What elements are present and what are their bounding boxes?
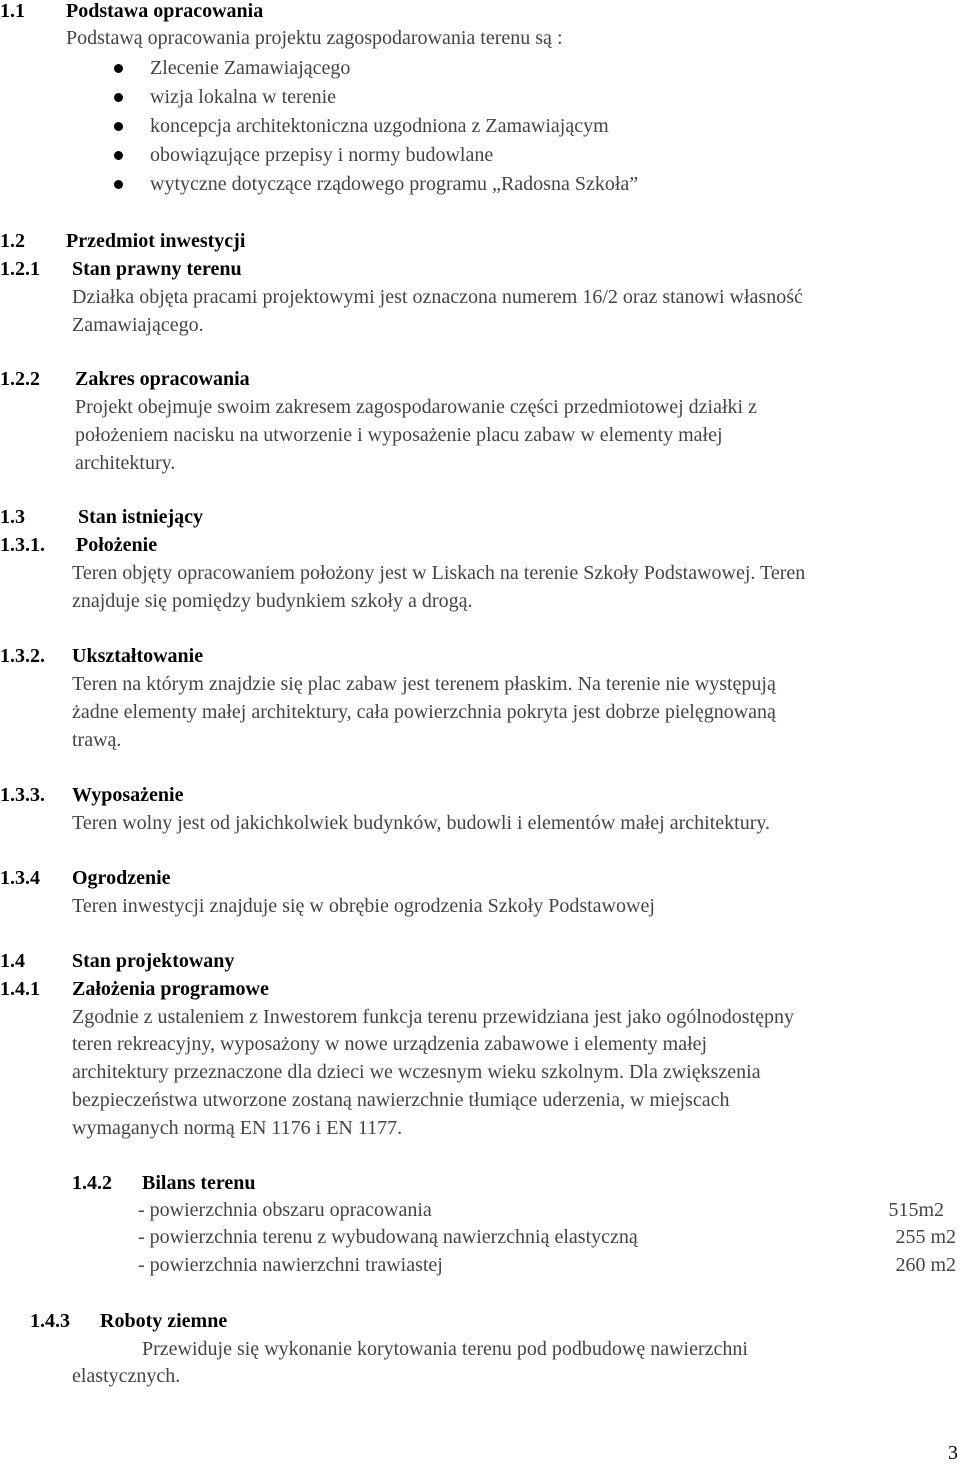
paragraph-line: Teren inwestycji znajduje się w obrębie ogrodzenia Szkoły Podstawowej (72, 895, 655, 917)
heading-1-3-3-title: Wyposażenie (72, 784, 184, 806)
paragraph-line: Projekt obejmuje swoim zakresem zagospodarowanie części przedmiotowej działki z (75, 396, 757, 418)
list-item: obowiązujące przepisy i normy budowlane (150, 144, 494, 166)
heading-1-4-number: 1.4 (0, 950, 25, 972)
list-item: koncepcja architektoniczna uzgodniona z Zamawiającym (150, 115, 609, 137)
balance-row-value: 260 m2 (895, 1254, 956, 1276)
balance-row-label: - powierzchnia nawierzchni trawiastej (138, 1254, 443, 1276)
heading-1-4-1-number: 1.4.1 (0, 978, 40, 1000)
heading-1-4-2-title: Bilans terenu (142, 1172, 256, 1194)
heading-1-3-2-number: 1.3.2. (0, 645, 45, 667)
bullet-icon (114, 151, 123, 160)
heading-1-3-1-number: 1.3.1. (0, 534, 45, 556)
heading-1-2-1-title: Stan prawny terenu (72, 258, 242, 280)
paragraph-line: Teren wolny jest od jakichkolwiek budynków, budowli i elementów małej architektury. (72, 812, 771, 834)
heading-1-4-3-title: Roboty ziemne (100, 1310, 228, 1332)
heading-1-3-number: 1.3 (0, 506, 25, 528)
heading-1-2-title: Przedmiot inwestycji (66, 230, 246, 252)
paragraph-line: Przewiduje się wykonanie korytowania terenu pod podbudowę nawierzchni (142, 1338, 748, 1360)
bullet-icon (114, 180, 123, 189)
heading-1-1-title: Podstawa opracowania (66, 0, 264, 22)
heading-1-3-3-number: 1.3.3. (0, 784, 45, 806)
heading-1-2-number: 1.2 (0, 230, 25, 252)
paragraph-line: położeniem nacisku na utworzenie i wyposażenie placu zabaw w elementy małej (75, 424, 723, 446)
paragraph-line: elastycznych. (72, 1365, 181, 1387)
heading-1-3-4-title: Ogrodzenie (72, 867, 171, 889)
paragraph-line: żadne elementy małej architektury, cała powierzchnia pokryta jest dobrze pielęgnowaną (72, 701, 776, 723)
paragraph-1-1-intro: Podstawą opracowania projektu zagospodarowania terenu są : (66, 27, 563, 49)
paragraph-line: Teren na którym znajdzie się plac zabaw jest terenem płaskim. Na terenie nie występują (72, 673, 776, 695)
paragraph-line: znajduje się pomiędzy budynkiem szkoły a drogą. (72, 590, 473, 612)
bullet-icon (114, 122, 123, 131)
bullet-icon (114, 64, 123, 73)
page-number: 3 (948, 1442, 958, 1464)
heading-1-3-title: Stan istniejący (78, 506, 203, 528)
paragraph-line: Teren objęty opracowaniem położony jest w Liskach na terenie Szkoły Podstawowej. Teren (72, 562, 806, 584)
heading-1-3-2-title: Ukształtowanie (72, 645, 204, 667)
heading-1-3-1-title: Położenie (76, 534, 158, 556)
paragraph-line: teren rekreacyjny, wyposażony w nowe urządzenia zabawowe i elementy małej (72, 1033, 708, 1055)
paragraph-line: architektury przeznaczone dla dzieci we wczesnym wieku szkolnym. Dla zwiększenia (72, 1061, 761, 1083)
list-item: wizja lokalna w terenie (150, 86, 337, 108)
heading-1-4-2-number: 1.4.2 (72, 1172, 112, 1194)
heading-1-4-3-number: 1.4.3 (30, 1310, 70, 1332)
paragraph-line: Działka objęta pracami projektowymi jest oznaczona numerem 16/2 oraz stanowi własność (72, 286, 803, 308)
balance-row-value: 255 m2 (895, 1226, 956, 1248)
list-item: Zlecenie Zamawiającego (150, 57, 351, 79)
paragraph-line: Zamawiającego. (72, 314, 204, 336)
heading-1-4-title: Stan projektowany (72, 950, 235, 972)
paragraph-line: wymaganych normą EN 1176 i EN 1177. (72, 1117, 403, 1139)
balance-row-label: - powierzchnia terenu z wybudowaną nawierzchnią elastyczną (138, 1226, 638, 1248)
paragraph-line: architektury. (75, 452, 176, 474)
paragraph-line: trawą. (72, 729, 122, 751)
paragraph-line: bezpieczeństwa utworzone zostaną nawierzchnie tłumiące uderzenia, w miejscach (72, 1089, 730, 1111)
list-item: wytyczne dotyczące rządowego programu „Radosna Szkoła” (150, 173, 639, 195)
heading-1-2-1-number: 1.2.1 (0, 258, 40, 280)
heading-1-2-2-title: Zakres opracowania (75, 368, 250, 390)
balance-row-value: 515m2 (888, 1199, 944, 1221)
paragraph-line: Zgodnie z ustaleniem z Inwestorem funkcja terenu przewidziana jest jako ogólnodostępny (72, 1006, 794, 1028)
balance-row-label: - powierzchnia obszaru opracowania (138, 1199, 432, 1221)
heading-1-4-1-title: Założenia programowe (72, 978, 269, 1000)
heading-1-3-4-number: 1.3.4 (0, 867, 40, 889)
bullet-icon (114, 93, 123, 102)
heading-1-2-2-number: 1.2.2 (0, 368, 40, 390)
heading-1-1-number: 1.1 (0, 0, 25, 22)
